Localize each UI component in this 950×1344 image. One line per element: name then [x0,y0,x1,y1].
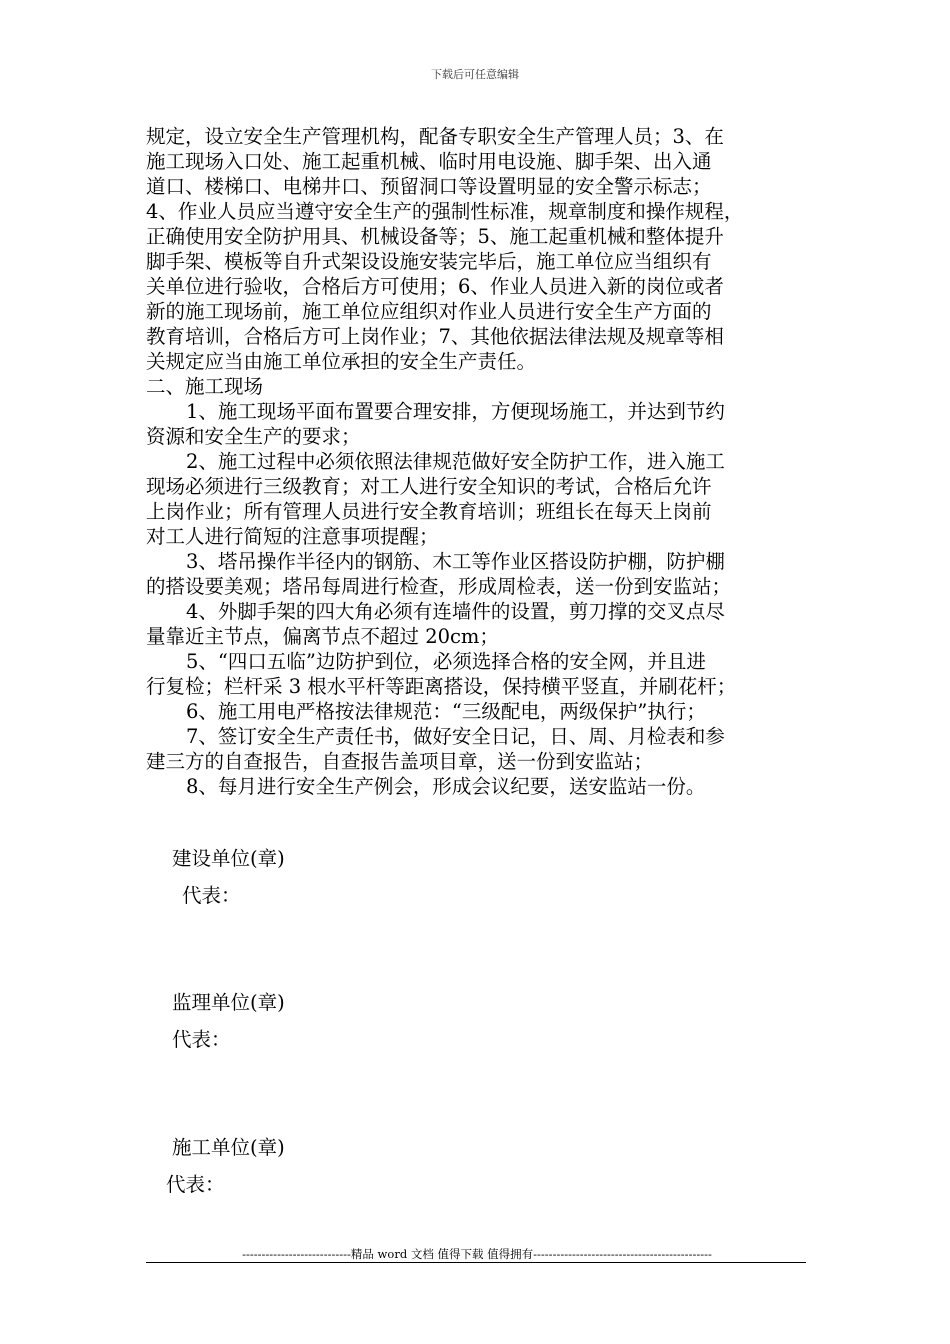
construct-unit-label: 施工单位(章) [172,1136,285,1159]
text-line: 脚手架、模板等自升式架设设施安装完毕后，施工单位应当组织有 [146,250,712,273]
text-line: 建三方的自查报告，自查报告盖项目章，送一份到安监站； [146,750,654,773]
text-line: 对工人进行简短的注意事项提醒； [146,525,439,548]
text-line: 教育培训，合格后方可上岗作业；7、其他依据法律法规及规章等相 [146,325,724,348]
page-footer: ----------------------------精品 word 文档 值得下载 值得拥有---------------------------------------------- [242,1247,712,1261]
text-line: 现场必须进行三级教育；对工人进行安全知识的考试，合格后允许 [146,475,712,498]
text-line: 行复检；栏杆采 3 根水平杆等距离搭设，保持横平竖直，并刷花杆； [146,675,737,698]
section-heading: 二、施工现场 [146,375,264,398]
document-body [146,124,808,799]
footer-rule [146,1262,806,1263]
build-rep-label: 代表： [182,884,241,907]
text-line: 上岗作业；所有管理人员进行安全教育培训；班组长在每天上岗前 [146,500,712,523]
text-line: 4、作业人员应当遵守安全生产的强制性标准，规章制度和操作规程， [146,200,744,223]
text-line: 3、塔吊操作半径内的钢筋、木工等作业区搭设防护棚，防护棚 [186,550,725,573]
text-line: 关单位进行验收，合格后方可使用；6、作业人员进入新的岗位或者 [146,275,724,298]
construct-rep-label: 代表： [166,1173,225,1196]
text-line: 施工现场入口处、施工起重机械、临时用电设施、脚手架、出入通 [146,150,712,173]
text-line: 8、每月进行安全生产例会，形成会议纪要，送安监站一份。 [186,775,706,798]
text-line: 规定，设立安全生产管理机构，配备专职安全生产管理人员；3、在 [146,125,724,148]
page-header: 下载后可任意编辑 [431,68,519,81]
text-line: 资源和安全生产的要求； [146,425,361,448]
text-line: 1、施工现场平面布置要合理安排，方便现场施工，并达到节约 [186,400,725,423]
text-line: 2、施工过程中必须依照法律规范做好安全防护工作，进入施工 [186,450,725,473]
text-line: 的搭设要美观；塔吊每周进行检查，形成周检表，送一份到安监站； [146,575,732,598]
supervise-unit-label: 监理单位(章) [172,991,285,1014]
text-line: 5、“四口五临”边防护到位，必须选择合格的安全网，并且进 [186,650,706,673]
text-line: 关规定应当由施工单位承担的安全生产责任。 [146,350,537,373]
text-line: 道口、楼梯口、电梯井口、预留洞口等设置明显的安全警示标志； [146,175,712,198]
text-line: 6、施工用电严格按法律规范：“三级配电，两级保护”执行； [186,700,706,723]
text-line: 4、外脚手架的四大角必须有连墙件的设置，剪刀撑的交叉点尽 [186,600,725,623]
text-line: 量靠近主节点，偏离节点不超过 20cm； [146,625,499,648]
text-line: 新的施工现场前，施工单位应组织对作业人员进行安全生产方面的 [146,300,712,323]
text-line: 7、签订安全生产责任书，做好安全日记，日、周、月检表和参 [186,725,725,748]
build-unit-label: 建设单位(章) [172,847,285,870]
text-line: 正确使用安全防护用具、机械设备等；5、施工起重机械和整体提升 [146,225,724,248]
supervise-rep-label: 代表： [172,1028,231,1051]
